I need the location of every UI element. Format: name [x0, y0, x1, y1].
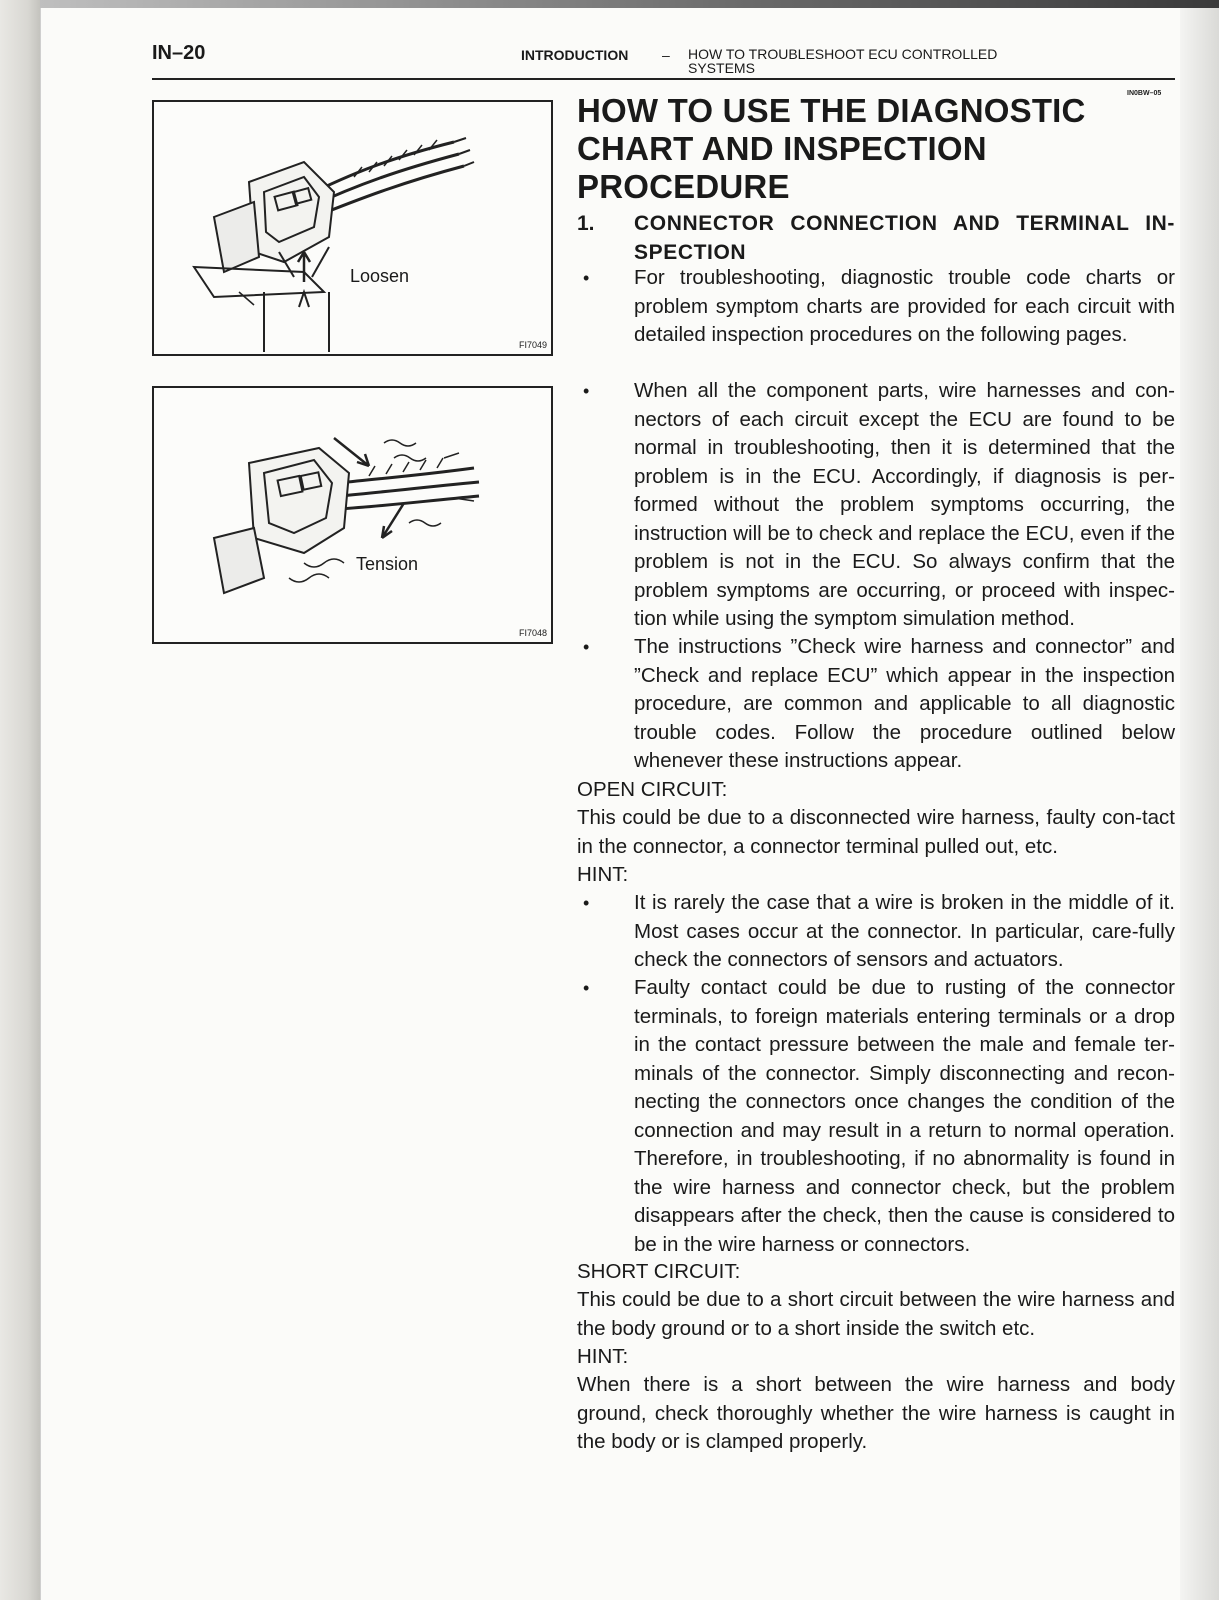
bullet-item: [577, 264, 1175, 350]
loosen-label: Loosen: [350, 266, 410, 286]
bullet-item: [577, 633, 1175, 776]
main-text-column: [577, 92, 1175, 1453]
bullet-text: For troubleshooting, diagnostic trouble code charts or problem symptom charts are provided for each circuit with detailed inspection procedures on the following pages.: [634, 266, 1175, 346]
book-spine: [0, 0, 40, 1600]
figure-loosen: [152, 100, 553, 356]
bullet-dot: •: [583, 978, 590, 998]
bullet-item: [577, 377, 1175, 634]
section-name: INTRODUCTION: [521, 47, 629, 63]
bullet-text: The instructions ”Check wire harness and connector” and ”Check and replace ECU” which appear in the inspection procedure, are common and applicable to all diagnostic trouble codes. Follow the procedure outlined below whenever these instructions appear.: [634, 635, 1175, 772]
short-circuit-hint-text: When there is a short between the wire harness and body ground, check thoroughly whether the wire harness is caught in the body or is clamped properly.: [577, 1373, 1175, 1453]
tension-connector-illustration: [154, 388, 551, 642]
step-1-number: 1.: [577, 212, 595, 235]
hint-bullet-item: [577, 974, 1175, 1259]
short-circuit-hint-label: HINT:: [577, 1345, 629, 1368]
open-circuit-hint-label: HINT:: [577, 863, 629, 886]
bullet-dot: •: [583, 268, 590, 288]
bullet-dot: •: [583, 381, 590, 401]
figure-code-loosen: FI7049: [518, 340, 547, 350]
subsection-name: HOW TO TROUBLESHOOT ECU CONTROLLED SYSTEMS: [688, 46, 998, 76]
step-1-heading-text: CONNECTOR CONNECTION AND TERMINAL IN-SPECTION: [634, 212, 1175, 264]
hint-bullet-item: [577, 889, 1175, 975]
hint-bullet-text: It is rarely the case that a wire is broken in the middle of it. Most cases occur at the connector. In particular, care-fully check the connectors of sensors and actuators.: [634, 891, 1175, 971]
figure-code-tension: FI7048: [518, 628, 547, 638]
open-circuit-heading: OPEN CIRCUIT:: [577, 778, 728, 801]
open-circuit-text: This could be due to a disconnected wire harness, faulty con-tact in the connector, a connector terminal pulled out, etc.: [577, 806, 1175, 858]
page-title: HOW TO USE THE DIAGNOSTIC CHART AND INSPECTION PROCEDURE: [577, 92, 1086, 205]
top-scan-edge: [40, 0, 1219, 8]
bullet-dot: •: [583, 893, 590, 913]
page-number: IN–20: [152, 42, 206, 64]
short-circuit-heading: SHORT CIRCUIT:: [577, 1260, 741, 1283]
header-rule: [152, 78, 1175, 80]
hint-bullet-text: Faulty contact could be due to rusting of the connector terminals, to foreign materials entering terminals or a drop in the contact pressure between the male and female ter-minals of the connector. Simply disconnecting and recon-necting the connectors once changes the condition of the connection and may result in a return to normal operation. Therefore, in troubleshooting, if no abnormality is found in the wire harness and connector check, but the problem disappears after the check, then the cause is considered to be in the wire harness or connectors.: [634, 976, 1175, 1256]
page-edge-shadow: [1180, 0, 1219, 1600]
step-1-heading: [577, 209, 1175, 267]
bullet-text: When all the component parts, wire harnesses and con-nectors of each circuit except the ECU are found to be normal in troubleshooting, then it is determined that the problem is in the ECU. Accordingly, if diagnosis is per-formed without the problem symptoms occurring, the instruction will be to check and replace the ECU, even if the problem is not in the ECU. So always confirm that the problem symptoms are occurring, or proceed with inspec-tion while using the symptom simulation method.: [634, 379, 1175, 630]
tension-label: Tension: [356, 554, 419, 574]
figure-tension: [152, 386, 553, 644]
reference-code: IN0BW–05: [1127, 90, 1162, 97]
short-circuit-text: This could be due to a short circuit between the wire harness and the body ground or to a short inside the switch etc.: [577, 1288, 1175, 1340]
bullet-dot: •: [583, 637, 590, 657]
page-header: [152, 42, 1175, 82]
header-separator: –: [662, 47, 670, 63]
loosen-connector-illustration: [154, 102, 551, 354]
